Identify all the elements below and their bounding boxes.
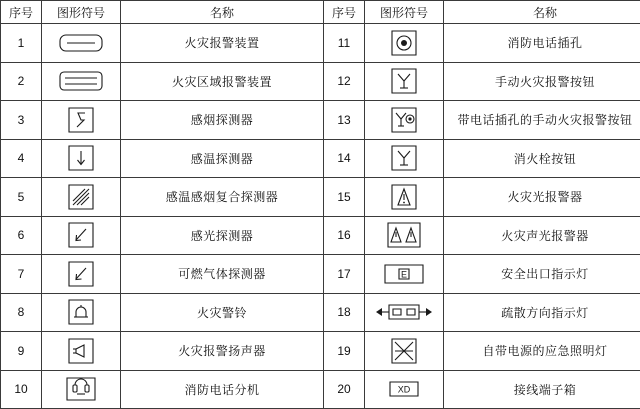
row-name: 火灾区域报警装置 [121, 62, 324, 101]
table-body [1, 24, 640, 409]
table-row [1, 178, 640, 217]
table-row [1, 24, 640, 63]
row-name: 接线端子箱 [444, 370, 640, 409]
row-name: 火灾报警装置 [121, 24, 324, 63]
header-cell-symbol-left: 图形符号 [42, 1, 121, 24]
smoke-detector-s-box-icon [42, 101, 121, 140]
header-cell-name-left: 名称 [121, 1, 324, 24]
row-name: 火灾光报警器 [444, 178, 640, 217]
row-name: 疏散方向指示灯 [444, 293, 640, 332]
evacuation-direction-light-icon [365, 293, 444, 332]
row-no: 20 [324, 370, 365, 409]
table-row [1, 216, 640, 255]
row-name: 感温感烟复合探测器 [121, 178, 324, 217]
table-row [1, 62, 640, 101]
row-name: 消防电话插孔 [444, 24, 640, 63]
row-no: 8 [1, 293, 42, 332]
row-no: 7 [1, 255, 42, 294]
header-cell-no-right: 序号 [324, 1, 365, 24]
row-no: 19 [324, 332, 365, 371]
row-no: 14 [324, 139, 365, 178]
flame-detector-arrow-box-icon [42, 216, 121, 255]
row-no: 3 [1, 101, 42, 140]
row-name: 感烟探测器 [121, 101, 324, 140]
manual-call-point-y-icon [365, 62, 444, 101]
row-no: 1 [1, 24, 42, 63]
row-name: 火灾报警扬声器 [121, 332, 324, 371]
row-name: 消防电话分机 [121, 370, 324, 409]
row-no: 10 [1, 370, 42, 409]
telephone-jack-circle-icon [365, 24, 444, 63]
row-no: 4 [1, 139, 42, 178]
hydrant-button-y-icon [365, 139, 444, 178]
fire-alarm-bell-icon [42, 293, 121, 332]
row-name: 安全出口指示灯 [444, 255, 640, 294]
row-no: 6 [1, 216, 42, 255]
row-name: 消火栓按钮 [444, 139, 640, 178]
row-name: 火灾警铃 [121, 293, 324, 332]
row-no: 12 [324, 62, 365, 101]
row-name: 火灾声光报警器 [444, 216, 640, 255]
rounded-rectangle-box-icon [42, 24, 121, 63]
emergency-light-with-battery-icon [365, 332, 444, 371]
row-name: 手动火灾报警按钮 [444, 62, 640, 101]
row-name: 自带电源的应急照明灯 [444, 332, 640, 371]
row-no: 5 [1, 178, 42, 217]
table-row [1, 255, 640, 294]
combined-detector-hatched-box-icon [42, 178, 121, 217]
heat-detector-arrow-box-icon [42, 139, 121, 178]
svg-text:E: E [401, 269, 407, 279]
row-no: 9 [1, 332, 42, 371]
header-row [1, 1, 640, 24]
fire-alarm-speaker-icon [42, 332, 121, 371]
row-name: 感温探测器 [121, 139, 324, 178]
exit-sign-e-icon [365, 255, 444, 294]
row-no: 2 [1, 62, 42, 101]
row-no: 13 [324, 101, 365, 140]
table-header [1, 1, 640, 24]
table-row [1, 293, 640, 332]
header-cell-name-right: 名称 [444, 1, 640, 24]
svg-text:XD: XD [398, 385, 411, 395]
row-no: 16 [324, 216, 365, 255]
row-no: 11 [324, 24, 365, 63]
row-no: 17 [324, 255, 365, 294]
manual-call-point-with-jack-icon [365, 101, 444, 140]
table-row [1, 332, 640, 371]
double-bar-box-icon [42, 62, 121, 101]
row-name: 感光探测器 [121, 216, 324, 255]
table-row [1, 101, 640, 140]
header-cell-no-left: 序号 [1, 1, 42, 24]
table-row [1, 139, 640, 178]
fire-light-alarm-icon [365, 178, 444, 217]
row-name: 带电话插孔的手动火灾报警按钮 [444, 101, 640, 140]
row-name: 可燃气体探测器 [121, 255, 324, 294]
header-cell-symbol-right: 图形符号 [365, 1, 444, 24]
fire-sound-light-alarm-icon [365, 216, 444, 255]
row-no: 18 [324, 293, 365, 332]
row-no: 15 [324, 178, 365, 217]
gas-detector-arrow-box-icon [42, 255, 121, 294]
